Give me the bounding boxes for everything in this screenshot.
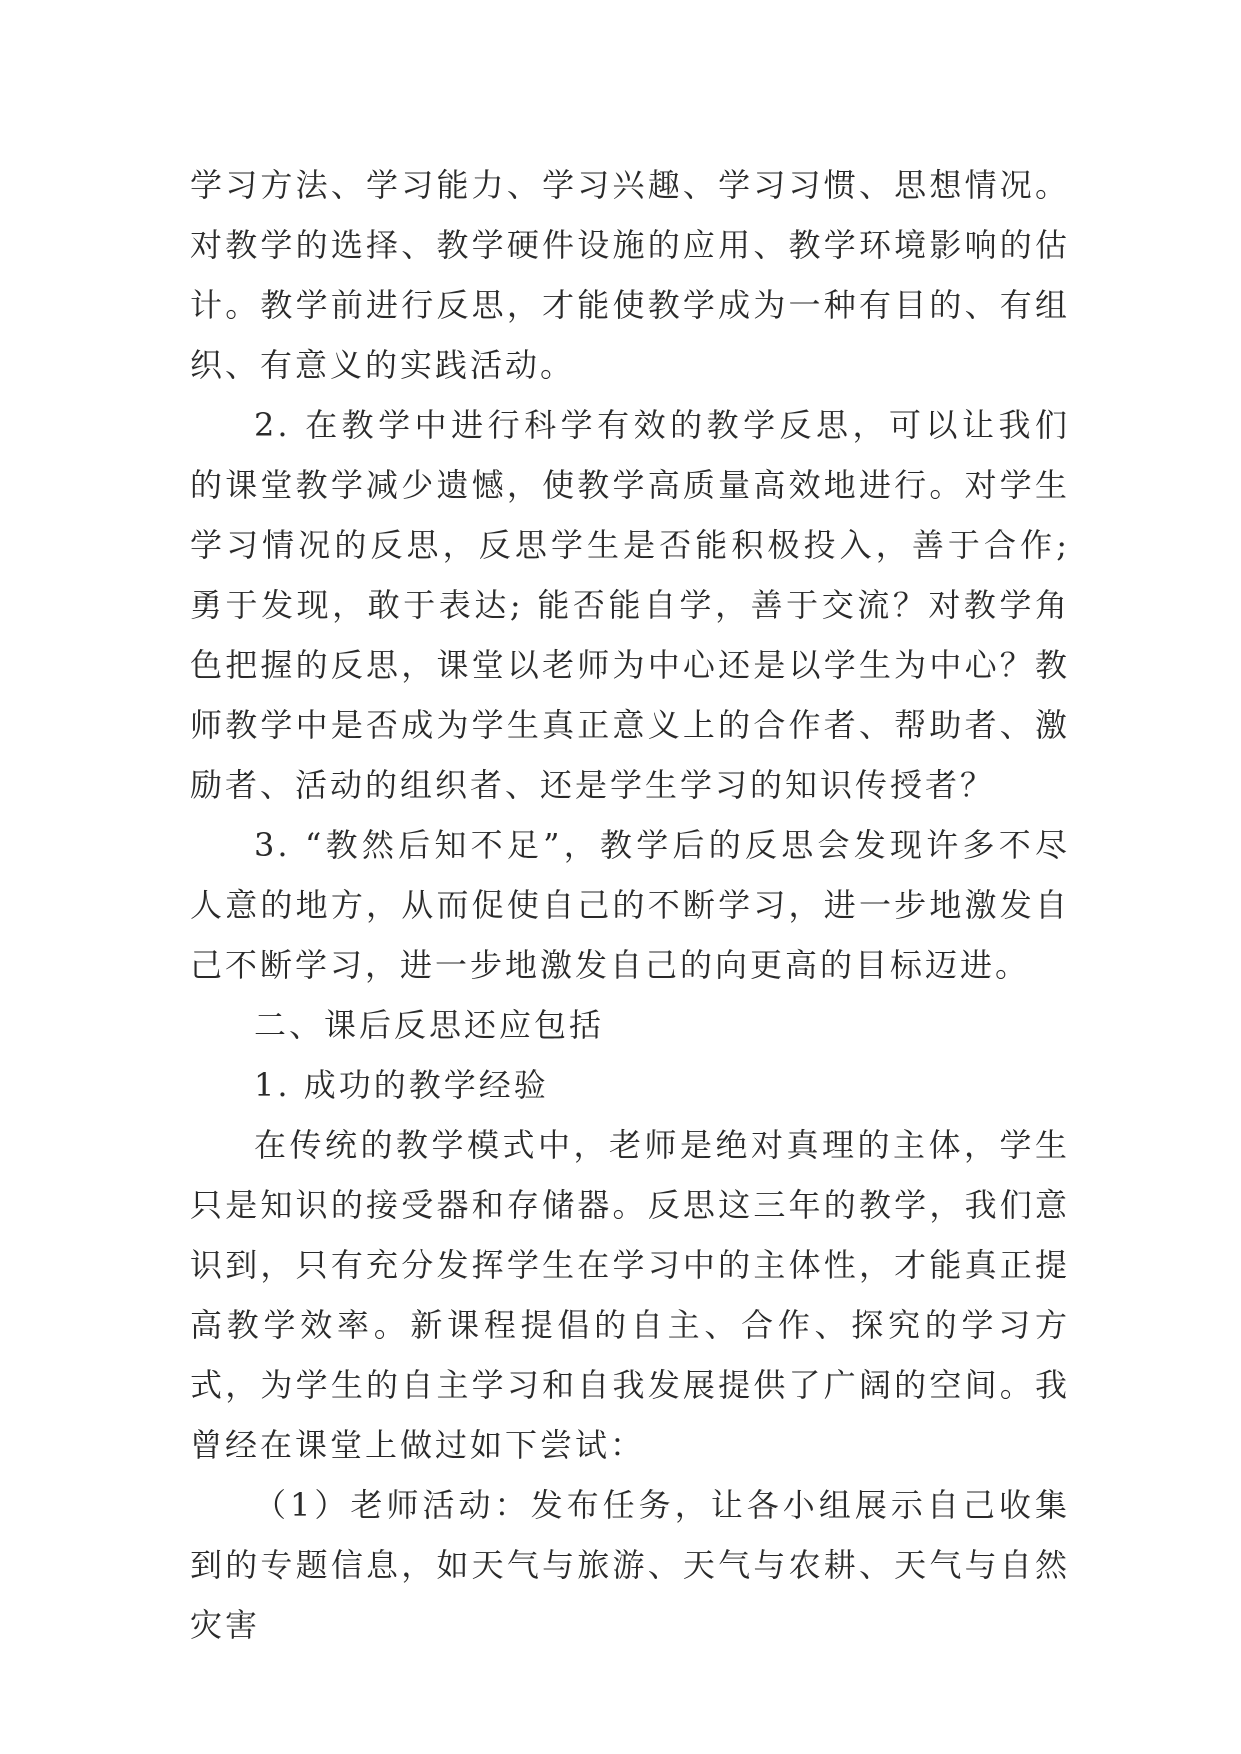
section-heading: 二、课后反思还应包括 [254,1006,605,1044]
paragraph-4: 在传统的教学模式中，老师是绝对真理的主体，学生只是知识的接受器和存储器。反思这三年的教学，我们意识到，只有充分发挥学生在学习中的主体性，才能真正提高教学效率。新课程提倡的自主、合作、探究的学习方式，为学生的自主学习和自我发展提供了广阔的空间。我曾经在课堂上做过如下尝试： [190,1126,1070,1464]
paragraph-3: 3. “教然后知不足”，教学后的反思会发现许多不尽人意的地方，从而促使自己的不断学习，进一步地激发自己不断学习，进一步地激发自己的向更高的目标迈进。 [190,826,1070,984]
document-body [190,155,1070,1655]
paragraph-1: 学习方法、学习能力、学习兴趣、学习习惯、思想情况。对教学的选择、教学硬件设施的应用、教学环境影响的估计。教学前进行反思，才能使教学成为一种有目的、有组织、有意义的实践活动。 [190,166,1070,384]
paragraph-5: （1）老师活动：发布任务，让各小组展示自己收集到的专题信息，如天气与旅游、天气与农耕、天气与自然灾害 [190,1486,1070,1644]
subsection-heading: 1. 成功的教学经验 [254,1066,549,1104]
paragraph-2: 2. 在教学中进行科学有效的教学反思，可以让我们的课堂教学减少遗憾，使教学高质量高效地进行。对学生学习情况的反思，反思学生是否能积极投入，善于合作; 勇于发现，敢于表达; 能否能自学，善于交流？对教学角色把握的反思，课堂以老师为中心还是以学生为中心？教师教学中是否成为学生真正意义上的合作者、帮助者、激励者、活动的组织者、还是学生学习的知识传授者？ [190,406,1070,804]
